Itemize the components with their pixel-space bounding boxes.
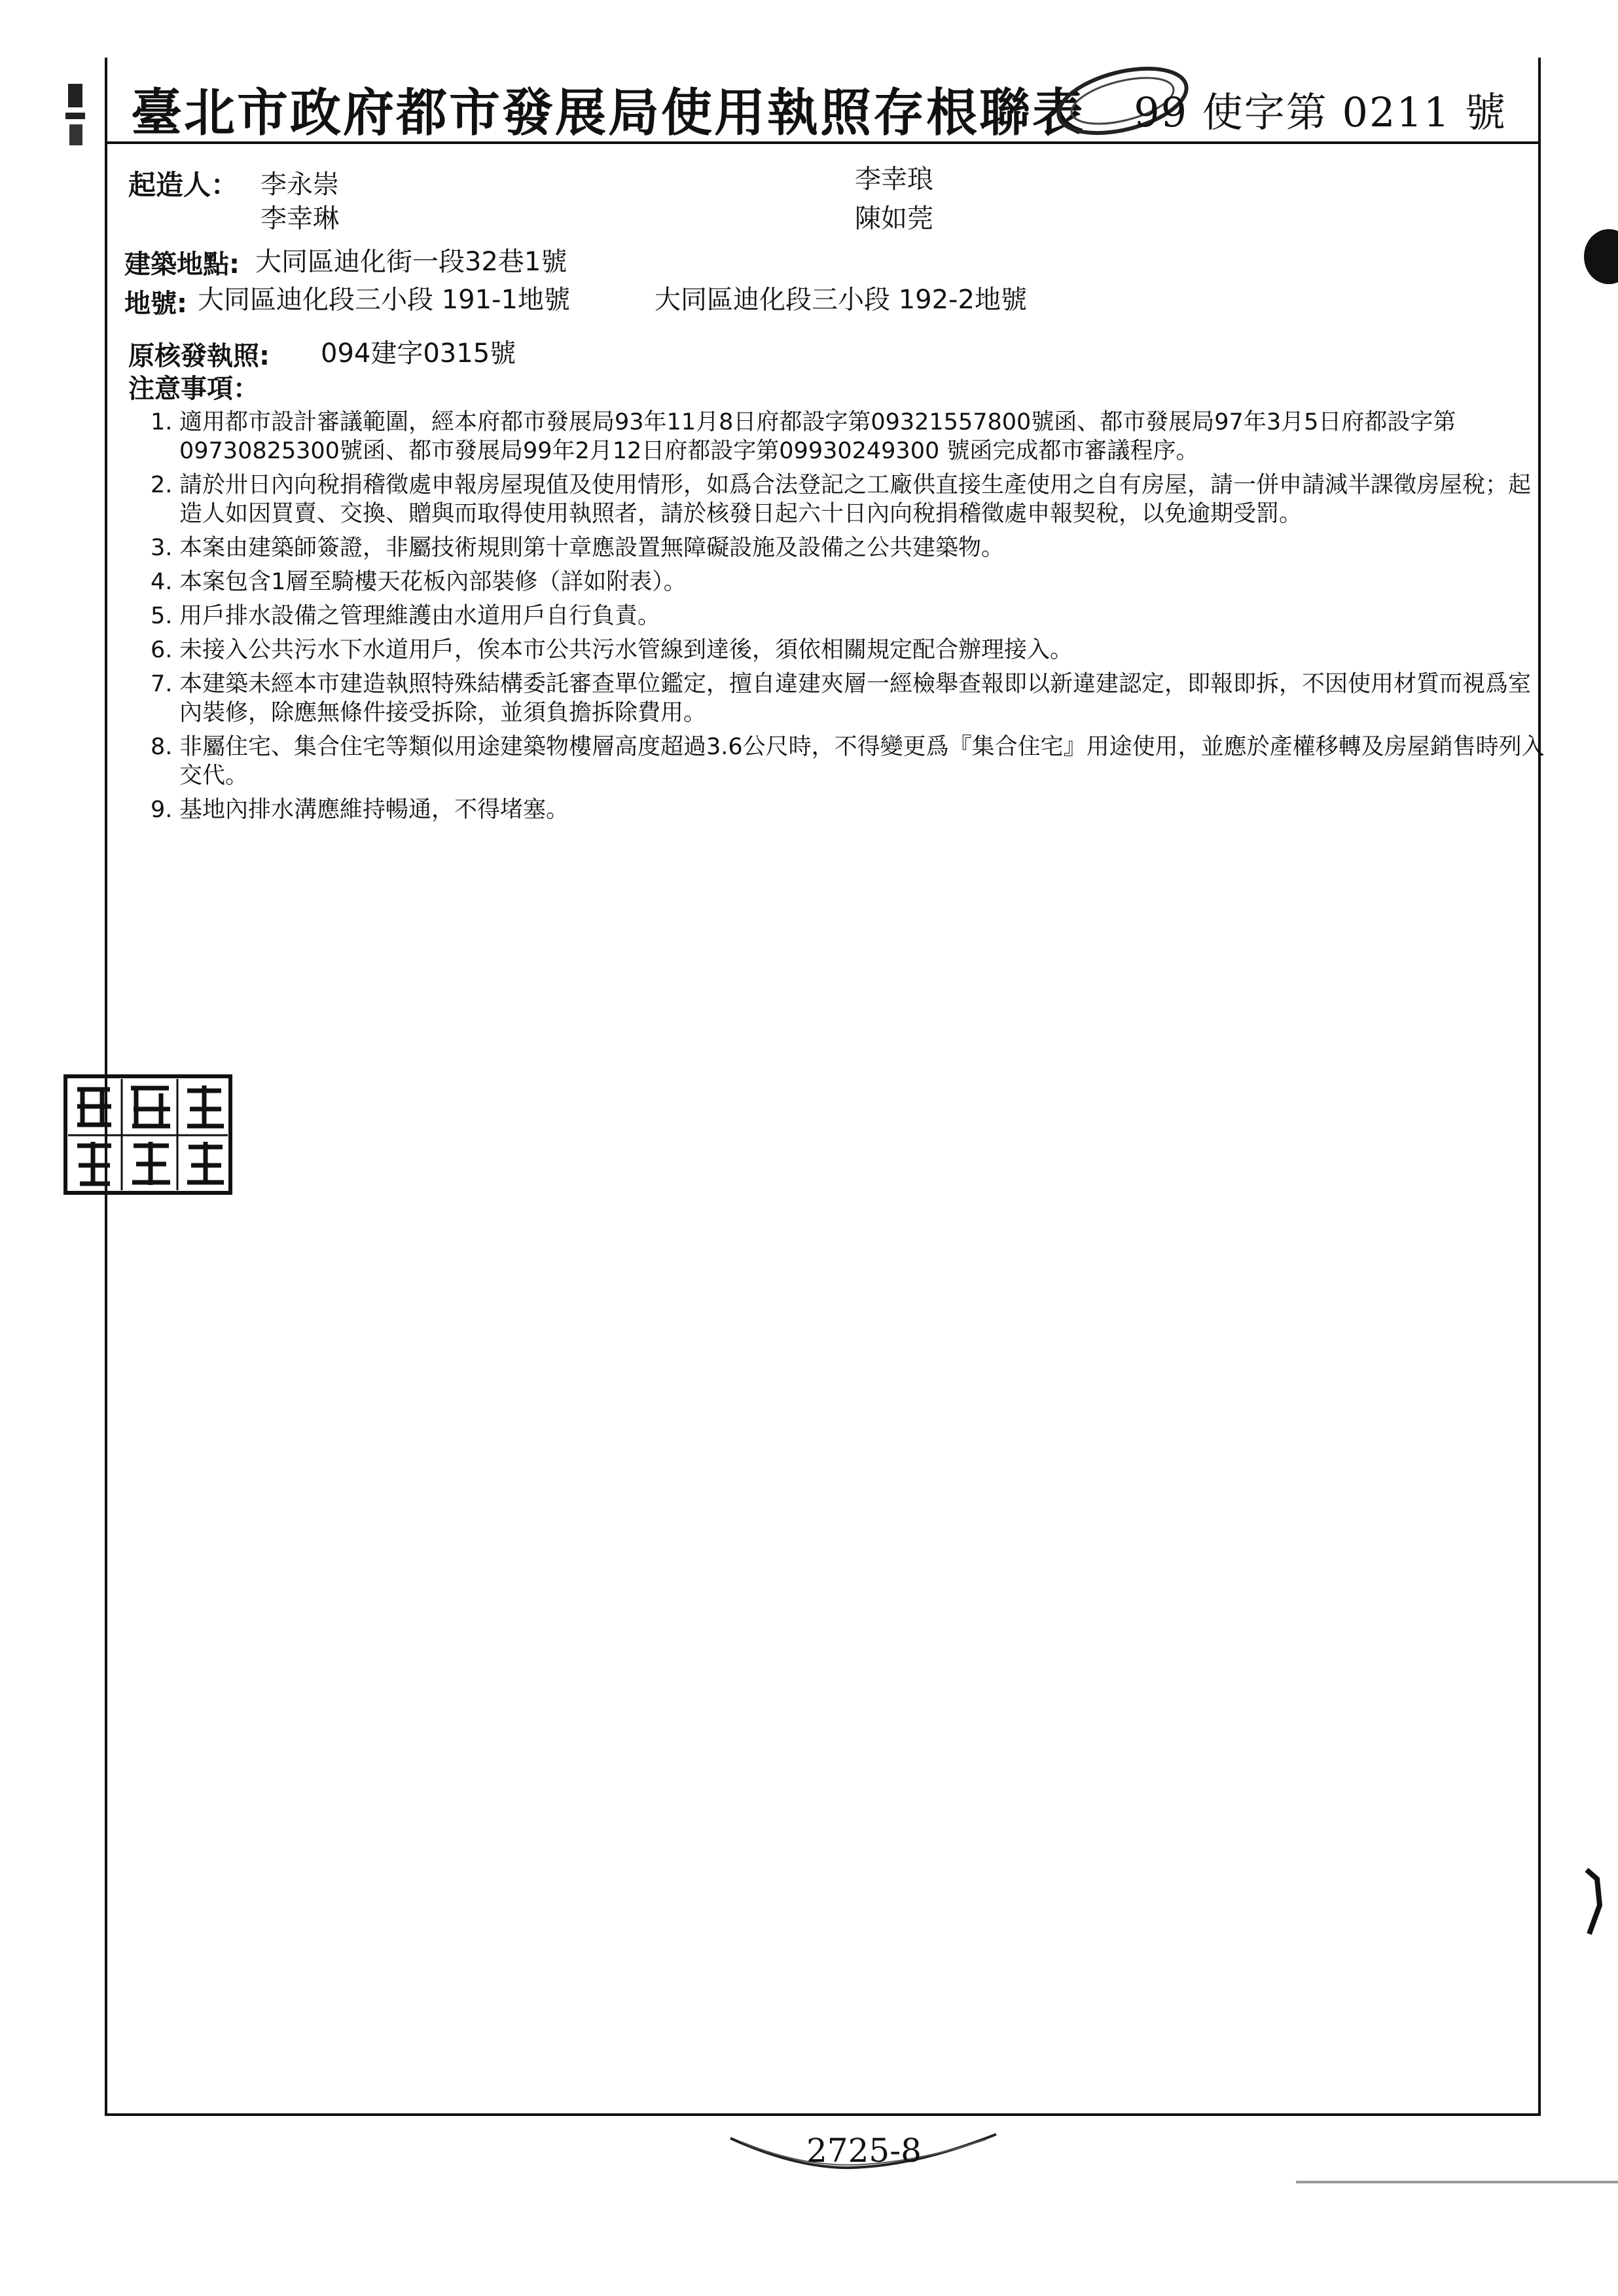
note-item: 9. 基地內排水溝應維持暢通，不得堵塞。 — [151, 797, 569, 823]
note-item: 6. 未接入公共污水下水道用戶，俟本市公共污水管線到達後，須依相關規定配合辦理接入。 — [151, 637, 1073, 663]
permit-number: 99 使字第 0211 號 — [1134, 88, 1507, 136]
note-item: 4. 本案包含1層至騎樓天花板內部裝修（詳如附表）。 — [151, 569, 687, 595]
lot-value-1: 大同區迪化段三小段 191-1地號 — [198, 285, 570, 315]
note-item: 2. 請於卅日內向稅捐稽徵處申報房屋現值及使用情形，如爲合法登記之工廠供直接生產使用之自有房屋，請一併申請減半課徵房屋稅；起造人如因買賣、交換、贈與而取得使用執照者，請於核發日起六十日內向稅捐稽徵處申報契稅，以免逾期受罰。 — [151, 472, 1532, 527]
original-permit-label: 原核發執照: — [128, 341, 270, 371]
notes-heading: 注意事項： — [128, 374, 259, 404]
title-row — [105, 58, 1538, 144]
location-value: 大同區迪化街一段32巷1號 — [255, 247, 567, 277]
original-permit-value: 094建字0315號 — [321, 338, 516, 369]
edge-mark — [1584, 1866, 1604, 1938]
note-item: 5. 用戶排水設備之管理維護由水道用戶自行負責。 — [151, 603, 661, 629]
page-title: 臺北市政府都市發展局使用執照存根聯表 — [131, 83, 1086, 143]
binding-mark — [63, 79, 92, 151]
note-item: 8. 非屬住宅、集合住宅等類似用途建築物樓層高度超過3.6公尺時，不得變更爲『集合住宅』用途使用，並應於產權移轉及房屋銷售時列入交代。 — [151, 734, 1545, 789]
applicant-name-2: 李幸琅 — [855, 164, 933, 194]
official-seal — [63, 1074, 233, 1195]
applicant-label: 起造人： — [128, 169, 239, 201]
notes-list — [151, 408, 1547, 829]
lot-value-2: 大同區迪化段三小段 192-2地號 — [655, 285, 1027, 315]
note-item: 3. 本案由建築師簽證，非屬技術規則第十章應設置無障礙設施及設備之公共建築物。 — [151, 535, 1005, 561]
lot-label: 地號: — [124, 289, 187, 319]
location-label: 建築地點: — [124, 249, 240, 280]
note-item: 7. 本建築未經本市建造執照特殊結構委託審查單位鑑定，擅自違建夾層一經檢舉查報即以新違建認定，即報即拆，不因使用材質而視爲室內裝修，除應無條件接受拆除，並須負擔拆除費用。 — [151, 671, 1532, 726]
bottom-rule — [1296, 2181, 1618, 2183]
applicant-name-1: 李永崇 — [261, 170, 339, 200]
applicant-name-4: 陳如莞 — [855, 204, 933, 234]
applicant-name-3: 李幸琳 — [261, 204, 339, 234]
footer-page-mark: 2725-8 — [806, 2132, 922, 2170]
note-item: 1. 適用都市設計審議範圍，經本府都市發展局93年11月8日府都設字第09321557800號函、都市發展局97年3月5日府都設字第09730825300號函、都市發展局99年2月12日府都設字第09930249300 號函完成都市審議程序。 — [151, 409, 1456, 464]
punch-hole — [1571, 227, 1618, 287]
